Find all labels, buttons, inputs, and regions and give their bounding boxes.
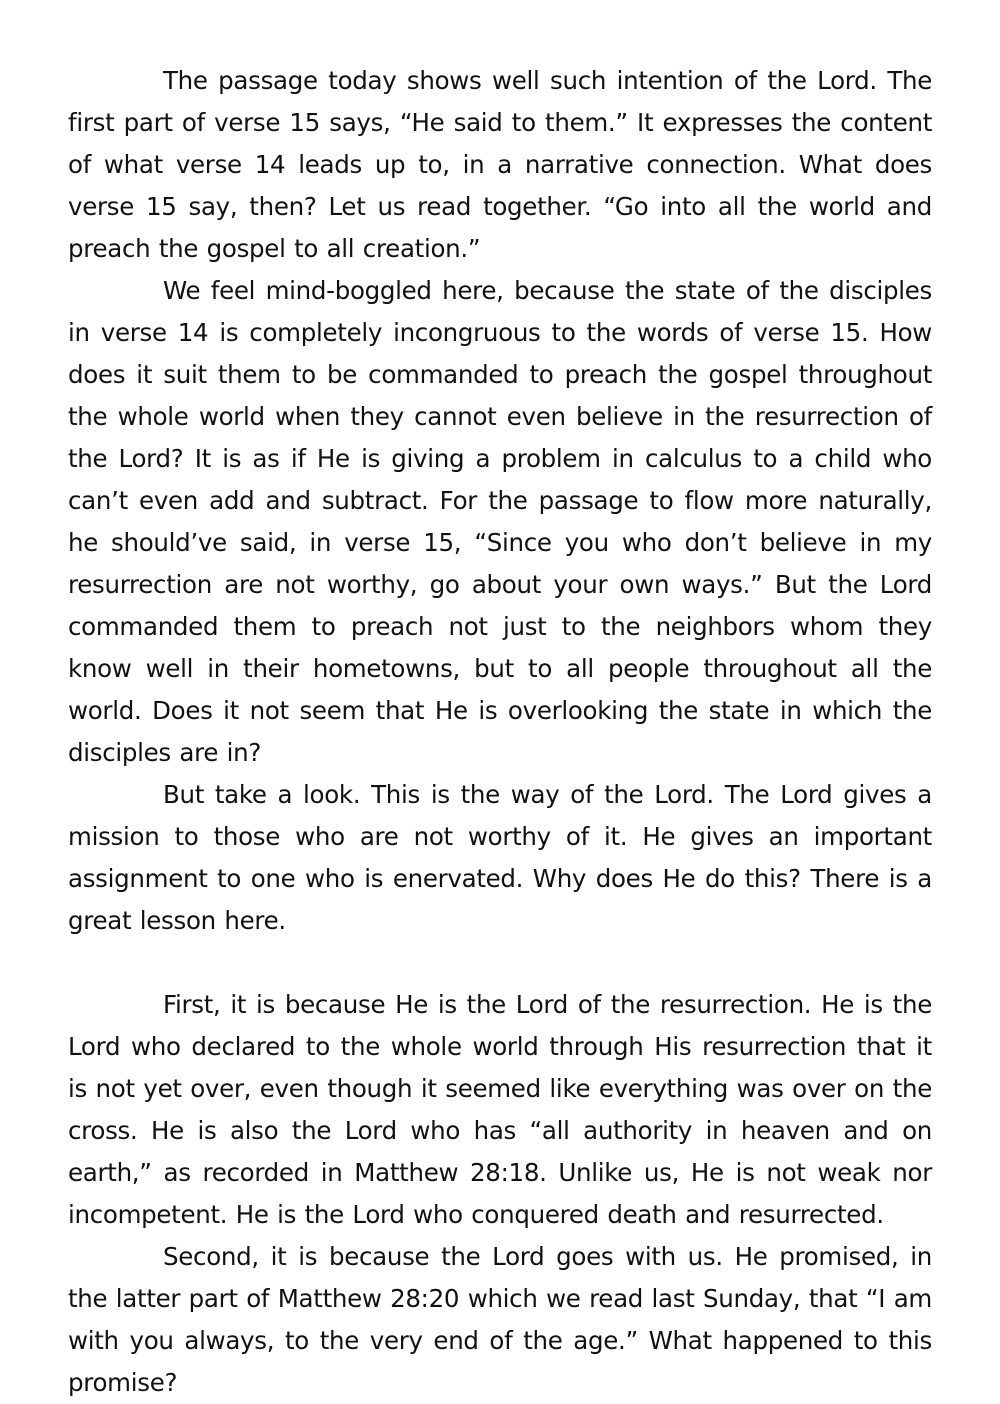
paragraph-second-reason: Second, it is because the Lord goes with us. He promised, in the latter part of Matthew 28:20 which we read last Sunday, that “I am with you always, to the very end of the age.” What happened to this promise? <box>68 1242 932 1397</box>
paragraph-mind-boggled: We feel mind-boggled here, because the state of the disciples in verse 14 is completely incongruous to the words of verse 15. How does it suit them to be commanded to preach the gospel throughout the whole world when they cannot even believe in the resurrection of the Lord? It is as if He is giving a problem in calculus to a child who can’t even add and subtract. For the passage to flow more naturally, he should’ve said, in verse 15, “Since you who don’t believe in my resurrection are not worthy, go about your own ways.” But the Lord commanded them to preach not just to the neighbors whom they know well in their hometowns, but to all people throughout all the world. Does it not seem that He is overlooking the state in which the disciples are in? <box>68 276 932 767</box>
paragraph-way-of-the-lord: But take a look. This is the way of the Lord. The Lord gives a mission to those who are not worthy of it. He gives an important assignment to one who is enervated. Why does He do this? There is a great lesson here. <box>68 780 932 935</box>
document-body <box>68 60 932 1404</box>
paragraph-intention-of-the-lord: The passage today shows well such intention of the Lord. The first part of verse 15 says, “He said to them.” It expresses the content of what verse 14 leads up to, in a narrative connection. What does verse 15 say, then? Let us read together. “Go into all the world and preach the gospel to all creation.” <box>68 66 932 263</box>
paragraph-first-reason: First, it is because He is the Lord of the resurrection. He is the Lord who declared to the whole world through His resurrection that it is not yet over, even though it seemed like everything was over on the cross. He is also the Lord who has “all authority in heaven and on earth,” as recorded in Matthew 28:18. Unlike us, He is not weak nor incompetent. He is the Lord who conquered death and resurrected. <box>68 990 932 1229</box>
